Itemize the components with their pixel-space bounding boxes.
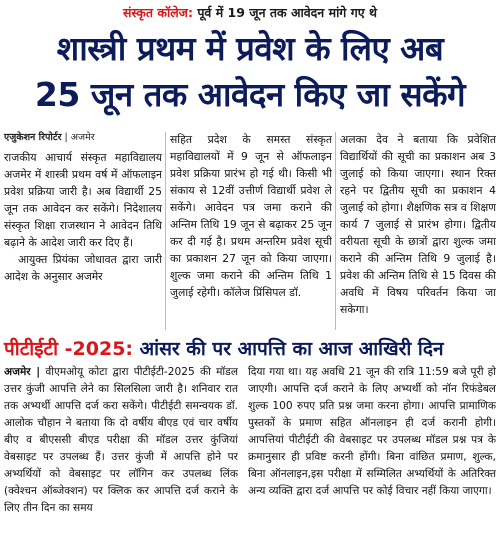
article-column-3 bbox=[340, 131, 496, 331]
subheadline-text: आंसर की पर आपत्ति का आज आखिरी दिन bbox=[139, 338, 444, 360]
kicker-line bbox=[0, 0, 500, 26]
column-1-paragraph-1: राजकीय आचार्य संस्कृत महाविद्यालय अजमेर में शास्त्री प्रथम वर्ष में ऑफलाइन प्रवेश प्रक्रिया जारी है। अब विद्यार्थी 25 जून तक आवेदन कर सकेंगे। निदेशालय संस्कृत शिक्षा राजस्थान ने आवेदन तिथि बढ़ाने के आदेश जारी कर दिए हैं। bbox=[4, 151, 162, 249]
kicker-text: पूर्व में 19 जून तक आवेदन मांगे गए थे bbox=[197, 5, 377, 20]
second-article-column-1-text: वीएमओयू कोटा द्वारा पीटीईटी-2025 की मॉडल उत्तर कुंजी आपत्ति लेने का सिलसिला जारी है। शनिवार रात तक अभ्यर्थी आपत्ति दर्ज करा सकेंगे। पीटीईटी समन्वयक डॉ. आलोक चौहान ने बताया कि दो वर्षीय बीएड एवं चार वर्षीय बीए व बीएससी बीएड परीक्षा की मॉडल उत्तर कुंजियां वेबसाइट पर उपलब्ध हैं। उत्तर कुंजी में आपत्ति होने पर अभ्यर्थियों को वेबसाइट पर लॉगिन कर उपलब्ध लिंक (क्वेश्चन ऑब्जेक्शन) पर क्लिक कर आपत्ति दर्ज कराने के लिए तीन दिन का समय bbox=[4, 366, 238, 514]
byline bbox=[4, 130, 164, 146]
column-divider bbox=[335, 132, 336, 330]
dateline: अजमेर | bbox=[4, 366, 41, 378]
column-3-text: अलका देव ने बताया कि प्रवेशित विद्यार्थियों की सूची का प्रकाशन अब 3 जुलाई को किया जाएगा। स्थान रिक्त रहने पर द्वितीय सूची का प्रकाशन 4 जुलाई को होगा। शैक्षणिक सत्र व शिक्षण कार्य 7 जुलाई से प्रारंभ होगा। द्वितीय वरीयता सूची के छात्रों द्वारा शुल्क जमा कराने की अन्तिम तिथि 9 जुलाई है। प्रवेश की अन्तिम तिथि से 15 दिवस की अवधि में विषय परिवर्तन किया जा सकेगा। bbox=[340, 133, 496, 316]
article-column-1 bbox=[4, 149, 162, 331]
column-divider bbox=[165, 132, 166, 330]
second-article-column-1 bbox=[4, 364, 238, 558]
column-1-paragraph-2: आयुक्त प्रियंका जोधावत द्वारा जारी आदेश के अनुसार अजमेर bbox=[4, 253, 162, 283]
headline-line-1: शास्त्री प्रथम में प्रवेश के लिए अब bbox=[56, 29, 444, 68]
kicker-label: संस्कृत कॉलेज: bbox=[122, 5, 193, 20]
column-2-text: सहित प्रदेश के समस्त संस्कृत महाविद्यालयों में 9 जून से ऑफलाइन प्रवेश प्रक्रिया प्रारंभ हो गई थी। किसी भी संकाय से 12वीं उत्तीर्ण विद्यार्थी प्रवेश ले सकेंगे। आवेदन पत्र जमा कराने की अन्तिम तिथि 19 जून से बढ़ाकर 25 जून कर दी गई है। प्रथम अन्तरिम प्रवेश सूची का प्रकाशन 27 जून को किया जाएगा। शुल्क जमा कराने की अन्तिम तिथि 1 जुलाई रहेगी। कॉलेज प्रिंसिपल डॉ. bbox=[170, 133, 332, 299]
headline-line-2: 25 जून तक आवेदन किए जा सकेंगे bbox=[34, 75, 466, 114]
byline-reporter: एजुकेशन रिपोर्टर bbox=[4, 132, 62, 143]
byline-city: | अजमेर bbox=[64, 132, 95, 143]
subheadline-label: पीटीईटी -2025: bbox=[4, 338, 134, 360]
headline bbox=[4, 26, 496, 118]
subheadline bbox=[4, 335, 500, 363]
second-article-column-2 bbox=[248, 364, 496, 558]
second-article-column-2-text: दिया गया था। यह अवधि 21 जून की रात्रि 11:59 बजे पूरी हो जाएगी। आपत्ति दर्ज कराने के लिए अभ्यर्थी को नॉन रिफंडेबल शुल्क 100 रुपए प्रति प्रश्न जमा करना होगा। आपत्ति प्रामाणिक पुस्तकों के प्रमाण सहित ऑनलाइन ही दर्ज करानी होगी। आपत्तियां पीटीईटी की वेबसाइट पर उपलब्ध मॉडल प्रश्न पत्र के क्रमानुसार ही प्रविष्ट करनी होंगी। बिना वांछित प्रमाण, शुल्क, बिना ऑनलाइन,इस परीक्षा में सम्मिलित अभ्यर्थियों के अतिरिक्त अन्य व्यक्ति द्वारा दर्ज आपत्ति पर कोई विचार नहीं किया जाएगा। bbox=[248, 366, 496, 497]
article-column-2 bbox=[170, 131, 332, 331]
